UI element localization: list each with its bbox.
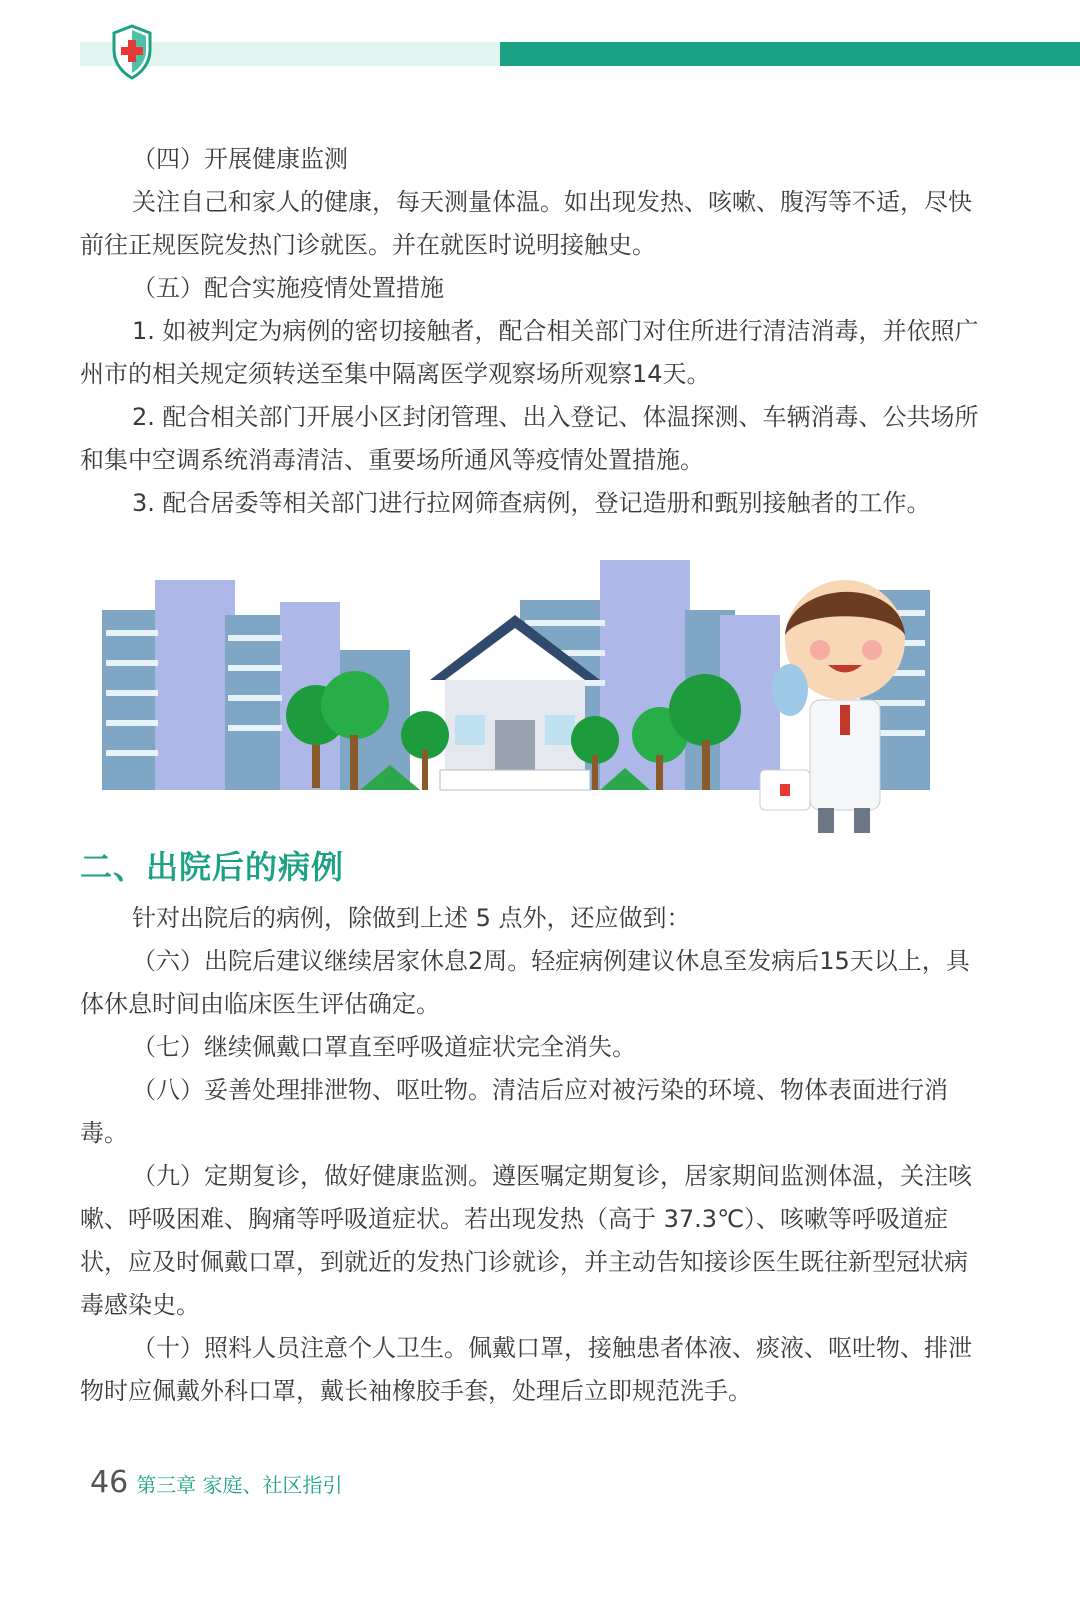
top-content bbox=[80, 138, 985, 525]
community-illustration bbox=[100, 540, 960, 840]
page-footer bbox=[90, 1465, 343, 1500]
paragraph: 关注自己和家人的健康，每天测量体温。如出现发热、咳嗽、腹泻等不适，尽快前往正规医院发热门诊就医。并在就医时说明接触史。 bbox=[80, 188, 972, 259]
paragraph: 3. 配合居委等相关部门进行拉网筛查病例，登记造册和甄别接触者的工作。 bbox=[132, 489, 931, 517]
paragraph: （六）出院后建议继续居家休息2周。轻症病例建议休息至发病后15天以上，具体休息时间由临床医生评估确定。 bbox=[80, 947, 970, 1018]
page-number: 46 bbox=[90, 1465, 129, 1500]
paragraph: （八）妥善处理排泄物、呕吐物。清洁后应对被污染的环境、物体表面进行消毒。 bbox=[80, 1076, 948, 1147]
paragraph: 1. 如被判定为病例的密切接触者，配合相关部门对住所进行清洁消毒，并依照广州市的相关规定须转送至集中隔离医学观察场所观察14天。 bbox=[80, 317, 979, 388]
chapter-title: 第三章 家庭、社区指引 bbox=[136, 1473, 343, 1497]
paragraph: （七）继续佩戴口罩直至呼吸道症状完全消失。 bbox=[132, 1033, 636, 1061]
paragraph-heading-5: （五）配合实施疫情处置措施 bbox=[132, 274, 444, 302]
section-heading: 二、出院后的病例 bbox=[80, 848, 345, 886]
paragraph-heading-4: （四）开展健康监测 bbox=[132, 145, 348, 173]
header-bar-green bbox=[500, 42, 1080, 66]
paragraph: （十）照料人员注意个人卫生。佩戴口罩，接触患者体液、痰液、呕吐物、排泄物时应佩戴外科口罩，戴长袖橡胶手套，处理后立即规范洗手。 bbox=[80, 1334, 972, 1405]
bottom-content bbox=[80, 897, 985, 1413]
paragraph: 针对出院后的病例，除做到上述 5 点外，还应做到： bbox=[132, 904, 691, 932]
medical-shield-icon bbox=[110, 24, 154, 80]
paragraph: 2. 配合相关部门开展小区封闭管理、出入登记、体温探测、车辆消毒、公共场所和集中空调系统消毒清洁、重要场所通风等疫情处置措施。 bbox=[80, 403, 979, 474]
paragraph: （九）定期复诊，做好健康监测。遵医嘱定期复诊，居家期间监测体温，关注咳嗽、呼吸困难、胸痛等呼吸道症状。若出现发热（高于 37.3℃）、咳嗽等呼吸道症状，应及时佩戴口罩，到就近的发热门诊就诊，并主动告知接诊医生既往新型冠状病毒感染史。 bbox=[80, 1162, 972, 1319]
